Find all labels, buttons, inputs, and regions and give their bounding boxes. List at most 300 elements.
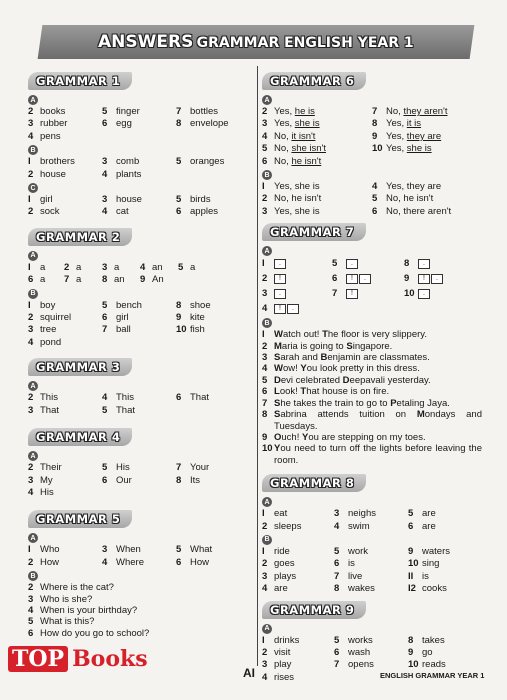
capital-letter: O bbox=[274, 431, 282, 443]
item-number: 8 bbox=[102, 274, 108, 286]
underlined-answer: he isn't bbox=[291, 155, 322, 167]
answer-text: are bbox=[274, 583, 288, 595]
answer-text bbox=[116, 131, 176, 142]
sub-a-badge: A bbox=[262, 95, 272, 105]
grammar-5-a-answers bbox=[28, 544, 256, 568]
item-number: 5 bbox=[262, 143, 268, 155]
answer-text: bench bbox=[116, 299, 142, 311]
answer-text: ride bbox=[274, 545, 290, 557]
item-number: 10 bbox=[176, 324, 187, 336]
answer-sentence: Who is she? bbox=[40, 593, 93, 605]
answer-text: is bbox=[348, 558, 355, 570]
answer-boxes bbox=[418, 272, 478, 285]
answer-text: drinks bbox=[274, 634, 300, 646]
item-number: 8 bbox=[404, 258, 410, 270]
answer-text: waters bbox=[422, 545, 450, 557]
item-number: 8 bbox=[176, 299, 182, 311]
item-number: 9 bbox=[140, 274, 146, 286]
item-number bbox=[332, 302, 346, 315]
answer-text: an bbox=[152, 261, 163, 273]
item-number: 2 bbox=[28, 106, 34, 117]
answer-text: That bbox=[190, 392, 210, 404]
item-number: 8 bbox=[176, 118, 182, 130]
grammar-7-a-answers bbox=[262, 257, 482, 315]
item-number: 6 bbox=[176, 206, 182, 218]
answer-sentence bbox=[274, 329, 482, 340]
sentence-part: uch! bbox=[281, 431, 302, 443]
punctuation-box: . bbox=[346, 259, 358, 269]
item-number: 2 bbox=[262, 106, 268, 117]
answer-text: plants bbox=[116, 168, 142, 180]
item-number: 10 bbox=[372, 143, 383, 155]
item-number: I2 bbox=[408, 583, 416, 595]
answer-text: How bbox=[190, 556, 210, 568]
item-number bbox=[178, 274, 190, 285]
answer-text: Yes, she is bbox=[386, 143, 432, 155]
sentence-part: ondays and Tuesdays. bbox=[274, 409, 483, 432]
underlined-answer: they aren't bbox=[403, 106, 448, 117]
answer-text: birds bbox=[190, 194, 211, 206]
answer-text: Its bbox=[190, 474, 201, 486]
item-number: 3 bbox=[262, 352, 268, 364]
item-number: 2 bbox=[28, 556, 34, 568]
grammar-1-b-answers bbox=[28, 156, 256, 180]
answer-boxes bbox=[418, 302, 478, 315]
capital-letter: D bbox=[342, 374, 350, 386]
answer-text: An bbox=[152, 274, 164, 286]
answer-text: No, he isn't bbox=[274, 193, 322, 205]
answer-boxes bbox=[274, 272, 332, 285]
punctuation-box: . bbox=[274, 259, 286, 269]
capital-letter: D bbox=[274, 374, 281, 386]
item-number: 2 bbox=[64, 261, 70, 273]
item-number: 9 bbox=[408, 545, 414, 557]
item-number: 5 bbox=[102, 106, 108, 117]
grammar-9-heading: GRAMMAR 9 bbox=[262, 601, 366, 619]
sub-a-badge: A bbox=[28, 451, 38, 461]
item-number: 3 bbox=[262, 205, 268, 217]
item-number: 10 bbox=[408, 659, 419, 671]
answer-boxes bbox=[418, 287, 478, 300]
title-big: ANSWERS bbox=[98, 32, 194, 52]
item-number: 8 bbox=[334, 583, 340, 595]
item-number: 4 bbox=[262, 363, 268, 375]
answer-text: His bbox=[116, 462, 130, 474]
item-number: 2 bbox=[262, 520, 268, 532]
answer-text: girl bbox=[116, 312, 129, 324]
answer-text: cat bbox=[116, 206, 129, 218]
sentence-part: ou look pretty in this dress. bbox=[306, 363, 420, 375]
underlined-answer: he is bbox=[294, 106, 315, 117]
answer-text: When bbox=[116, 544, 141, 556]
item-number: II bbox=[408, 570, 414, 582]
item-number: I bbox=[262, 181, 265, 193]
item-number: 6 bbox=[176, 392, 182, 404]
item-number: 10 bbox=[408, 558, 419, 570]
answer-boxes bbox=[346, 302, 404, 315]
answer-sentence bbox=[274, 398, 482, 409]
item-number: 8 bbox=[408, 634, 414, 646]
grammar-1-heading: GRAMMAR 1 bbox=[28, 72, 132, 90]
item-number: 5 bbox=[102, 462, 108, 474]
sentence-part: enjamin are classmates. bbox=[327, 352, 430, 364]
answer-sentence: What is this? bbox=[40, 616, 95, 628]
punctuation-box: . bbox=[418, 259, 430, 269]
answer-text: house bbox=[116, 194, 142, 206]
sentence-part: eepavali yesterday. bbox=[349, 374, 431, 386]
answer-sentence bbox=[274, 341, 482, 352]
answer-text: pond bbox=[40, 336, 62, 348]
item-number: 5 bbox=[28, 616, 34, 628]
answer-text: No, she isn't bbox=[274, 143, 326, 155]
item-number: 5 bbox=[262, 374, 268, 386]
answer-text: books bbox=[40, 106, 66, 117]
item-number: 2 bbox=[28, 168, 34, 180]
answer-text: Who bbox=[40, 544, 60, 556]
item-number: 8 bbox=[372, 118, 378, 130]
answer-text: sleeps bbox=[274, 520, 302, 532]
item-number: 7 bbox=[334, 570, 340, 582]
grammar-5-heading: GRAMMAR 5 bbox=[28, 510, 132, 528]
answer-text: Yes, she is bbox=[274, 181, 320, 193]
item-number: 5 bbox=[332, 258, 338, 270]
answer-sentence: When is your birthday? bbox=[40, 604, 138, 616]
item-number: 6 bbox=[102, 312, 108, 324]
item-number: 4 bbox=[28, 486, 34, 498]
answer-text: reads bbox=[422, 659, 446, 671]
answer-text: ball bbox=[116, 324, 131, 336]
item-number: 2 bbox=[28, 206, 34, 218]
underlined-answer: she isn't bbox=[291, 143, 326, 155]
sub-a-badge: A bbox=[262, 246, 272, 256]
answer-text: cooks bbox=[422, 583, 447, 595]
sentence-part: arah and bbox=[280, 352, 321, 364]
answer-sentence: Where is the cat? bbox=[40, 582, 114, 594]
page-number: AI bbox=[243, 666, 255, 680]
grammar-7-b-answers bbox=[262, 329, 482, 466]
right-column bbox=[262, 68, 485, 683]
answer-text: That bbox=[40, 404, 60, 416]
item-number: 4 bbox=[102, 168, 108, 180]
item-number: 6 bbox=[408, 520, 414, 532]
underlined-answer: she is bbox=[294, 118, 320, 130]
underlined-answer: it isn't bbox=[291, 130, 316, 142]
capital-letter: T bbox=[322, 329, 328, 341]
capital-letter: S bbox=[346, 340, 353, 352]
item-number: 3 bbox=[102, 544, 108, 556]
item-number: 5 bbox=[102, 404, 108, 416]
item-number: 6 bbox=[28, 627, 34, 639]
answer-text: plays bbox=[274, 570, 297, 582]
underlined-answer: they are bbox=[406, 130, 442, 142]
sentence-part: he takes the train to go to bbox=[280, 397, 391, 409]
answer-text: rises bbox=[274, 671, 295, 683]
sentence-part: hat house is on fire. bbox=[306, 386, 390, 398]
grammar-1-a-answers bbox=[28, 106, 256, 142]
answer-text: Where bbox=[116, 556, 144, 568]
title-text bbox=[98, 32, 414, 52]
answer-text: works bbox=[348, 634, 373, 646]
item-number bbox=[176, 405, 190, 416]
grammar-4-heading: GRAMMAR 4 bbox=[28, 428, 132, 446]
title-small: GRAMMAR ENGLISH YEAR 1 bbox=[196, 35, 414, 51]
sub-b-badge: B bbox=[262, 535, 272, 545]
answer-text: takes bbox=[422, 634, 445, 646]
item-number: 3 bbox=[102, 194, 108, 206]
item-number bbox=[102, 487, 116, 498]
answer-text: girl bbox=[40, 194, 53, 206]
answer-text: No, they aren't bbox=[386, 106, 448, 117]
capital-letter: S bbox=[274, 409, 281, 421]
punctuation-box: ! bbox=[418, 274, 430, 284]
item-number: 4 bbox=[28, 604, 34, 616]
item-number bbox=[102, 337, 116, 348]
capital-letter: Y bbox=[302, 431, 309, 443]
item-number: 5 bbox=[334, 634, 340, 646]
item-number bbox=[176, 337, 190, 348]
answer-text: No, he isn't bbox=[386, 193, 434, 205]
grammar-6-heading: GRAMMAR 6 bbox=[262, 72, 366, 90]
item-number: 6 bbox=[176, 556, 182, 568]
item-number: 6 bbox=[28, 274, 34, 286]
item-number: 4 bbox=[262, 583, 268, 595]
sub-a-badge: A bbox=[28, 251, 38, 261]
answer-text: a bbox=[40, 261, 46, 273]
punctuation-box: ! bbox=[274, 274, 286, 284]
answer-text: a bbox=[76, 261, 82, 273]
sub-b-badge: B bbox=[262, 170, 272, 180]
answer-text: finger bbox=[116, 106, 140, 117]
answer-text: Yes, she is bbox=[274, 205, 320, 217]
item-number: 7 bbox=[334, 659, 340, 671]
capital-letter: B bbox=[320, 352, 328, 364]
answer-text bbox=[116, 487, 176, 498]
answer-boxes bbox=[418, 257, 478, 270]
answer-text: live bbox=[348, 570, 363, 582]
topbooks-logo bbox=[8, 646, 148, 672]
item-number: 6 bbox=[334, 558, 340, 570]
item-number: 9 bbox=[262, 431, 268, 443]
grammar-6-a-answers bbox=[262, 106, 482, 167]
item-number: 2 bbox=[28, 312, 34, 324]
answer-text: wakes bbox=[348, 583, 375, 595]
item-number: 5 bbox=[176, 194, 182, 206]
column-divider bbox=[257, 66, 258, 666]
answer-sentence bbox=[274, 363, 482, 374]
item-number: 5 bbox=[408, 508, 414, 520]
answer-text: No, it isn't bbox=[274, 130, 316, 142]
answer-text: are bbox=[422, 508, 436, 520]
grammar-2-a-answers bbox=[28, 262, 256, 286]
item-number: 3 bbox=[28, 593, 34, 605]
grammar-2-heading: GRAMMAR 2 bbox=[28, 228, 132, 246]
answer-text bbox=[190, 487, 250, 498]
underlined-answer: she is bbox=[406, 143, 432, 155]
punctuation-box: ! bbox=[274, 304, 286, 314]
item-number: I bbox=[28, 544, 31, 556]
running-title: ENGLISH GRAMMAR YEAR 1 bbox=[380, 671, 485, 680]
answer-text: sock bbox=[40, 206, 60, 218]
item-number bbox=[176, 131, 190, 142]
item-number: 5 bbox=[334, 545, 340, 557]
punctuation-box: . bbox=[359, 274, 371, 284]
grammar-3-heading: GRAMMAR 3 bbox=[28, 358, 132, 376]
item-number bbox=[102, 131, 116, 142]
item-number bbox=[404, 302, 418, 315]
item-number: 5 bbox=[372, 193, 378, 205]
item-number: 2 bbox=[262, 646, 268, 658]
sub-a-badge: A bbox=[28, 533, 38, 543]
item-number: 5 bbox=[176, 544, 182, 556]
grammar-8-a-answers bbox=[262, 508, 482, 532]
punctuation-box: . bbox=[287, 304, 299, 314]
item-number: 3 bbox=[334, 508, 340, 520]
item-number: 4 bbox=[102, 556, 108, 568]
capital-letter: Y bbox=[274, 443, 281, 455]
answer-text: No, there aren't bbox=[386, 205, 452, 217]
answer-text: Our bbox=[116, 474, 132, 486]
grammar-3-a-answers bbox=[28, 392, 256, 416]
answer-text: sing bbox=[422, 558, 440, 570]
capital-letter: M bbox=[416, 409, 425, 421]
punctuation-box: . bbox=[274, 289, 286, 299]
grammar-4-a-answers bbox=[28, 462, 256, 498]
answer-text: a bbox=[114, 261, 120, 273]
answer-sentence bbox=[274, 432, 482, 443]
capital-letter: Y bbox=[300, 363, 307, 375]
item-number: I bbox=[28, 156, 31, 168]
answer-text: apples bbox=[190, 206, 218, 218]
item-number: 3 bbox=[102, 156, 108, 168]
item-number: 2 bbox=[28, 582, 34, 594]
answer-text: egg bbox=[116, 118, 132, 130]
item-number: 4 bbox=[102, 392, 108, 404]
answer-sentence: How do you go to school? bbox=[40, 627, 150, 639]
item-number: 7 bbox=[102, 324, 108, 336]
answer-text: squirrel bbox=[40, 312, 72, 324]
item-number: 2 bbox=[262, 193, 268, 205]
answer-text bbox=[190, 169, 250, 180]
answer-text: brothers bbox=[40, 156, 75, 168]
answer-text bbox=[190, 337, 250, 348]
punctuation-box: . bbox=[431, 274, 443, 284]
sentence-part: atch out! bbox=[282, 329, 323, 341]
answer-text: neighs bbox=[348, 508, 376, 520]
title-banner bbox=[38, 25, 475, 59]
item-number: 3 bbox=[28, 474, 34, 486]
item-number: 5 bbox=[102, 299, 108, 311]
answer-text: goes bbox=[274, 558, 295, 570]
sentence-part: abrina attends tuition on bbox=[280, 409, 417, 421]
answer-sentence bbox=[274, 386, 482, 397]
item-number: 3 bbox=[28, 404, 34, 416]
answer-text bbox=[190, 405, 250, 416]
answer-text: rubber bbox=[40, 118, 68, 130]
item-number: I bbox=[262, 508, 265, 520]
punctuation-box: ! bbox=[346, 274, 358, 284]
item-number: 5 bbox=[178, 261, 184, 273]
item-number: 6 bbox=[102, 118, 108, 130]
capital-letter: P bbox=[390, 397, 397, 409]
item-number: 6 bbox=[262, 386, 268, 398]
answer-text: visit bbox=[274, 646, 291, 658]
item-number: 7 bbox=[64, 274, 70, 286]
item-number: 4 bbox=[372, 181, 378, 193]
item-number: 6 bbox=[262, 155, 268, 167]
answer-boxes bbox=[274, 302, 332, 315]
answer-text: Yes, she is bbox=[274, 118, 320, 130]
answer-text bbox=[116, 337, 176, 348]
sub-a-badge: A bbox=[28, 381, 38, 391]
item-number: 9 bbox=[176, 312, 182, 324]
item-number bbox=[334, 672, 348, 683]
item-number: 10 bbox=[404, 288, 415, 300]
grammar-5-b-answers bbox=[28, 582, 256, 639]
item-number: 2 bbox=[262, 273, 268, 285]
item-number: I bbox=[262, 329, 265, 341]
grammar-2-b-answers bbox=[28, 300, 256, 349]
item-number: 3 bbox=[262, 659, 268, 671]
capital-letter: S bbox=[274, 352, 281, 364]
answer-text: kite bbox=[190, 312, 205, 324]
answer-text: Yes, he is bbox=[274, 106, 315, 117]
item-number bbox=[372, 156, 386, 167]
item-number: 9 bbox=[408, 646, 414, 658]
item-number: I bbox=[28, 261, 31, 273]
sentence-part: ook! bbox=[279, 386, 301, 398]
sentence-part: ingapore. bbox=[352, 340, 393, 352]
underlined-answer: it is bbox=[406, 118, 422, 130]
capital-letter: M bbox=[274, 340, 282, 352]
answer-text: Yes, they are bbox=[386, 130, 442, 142]
sub-a-badge: A bbox=[262, 497, 272, 507]
item-number: 8 bbox=[262, 409, 268, 421]
item-number: 6 bbox=[102, 474, 108, 486]
sub-c-badge: C bbox=[28, 183, 38, 193]
answer-text: comb bbox=[116, 156, 140, 168]
item-number: 3 bbox=[262, 570, 268, 582]
answer-boxes bbox=[346, 257, 404, 270]
item-number: 3 bbox=[102, 261, 108, 273]
answer-text: shoe bbox=[190, 299, 211, 311]
item-number: 4 bbox=[140, 261, 146, 273]
sub-a-badge: A bbox=[262, 624, 272, 634]
item-number: 6 bbox=[332, 273, 338, 285]
left-column bbox=[28, 68, 256, 639]
answer-text: wash bbox=[348, 646, 371, 658]
sentence-part: ou are stepping on my toes. bbox=[308, 431, 426, 443]
item-number: 4 bbox=[334, 520, 340, 532]
item-number: 7 bbox=[176, 462, 182, 474]
answer-text: boy bbox=[40, 299, 56, 311]
answer-text: an bbox=[114, 274, 125, 286]
capital-letter: W bbox=[274, 329, 283, 341]
item-number: 7 bbox=[262, 397, 268, 409]
answer-text: That bbox=[116, 404, 136, 416]
sub-a-badge: A bbox=[28, 95, 38, 105]
item-number: 2 bbox=[28, 392, 34, 404]
item-number: 2 bbox=[262, 340, 268, 352]
item-number: 3 bbox=[262, 118, 268, 130]
punctuation-box: . bbox=[418, 289, 430, 299]
sentence-part: ow! bbox=[282, 363, 301, 375]
answer-text: Their bbox=[40, 462, 62, 474]
answer-text: What bbox=[190, 544, 213, 556]
grammar-7-heading: GRAMMAR 7 bbox=[262, 223, 366, 241]
answer-text: is bbox=[422, 570, 429, 582]
item-number: 3 bbox=[28, 324, 34, 336]
answer-text: Your bbox=[190, 462, 210, 474]
